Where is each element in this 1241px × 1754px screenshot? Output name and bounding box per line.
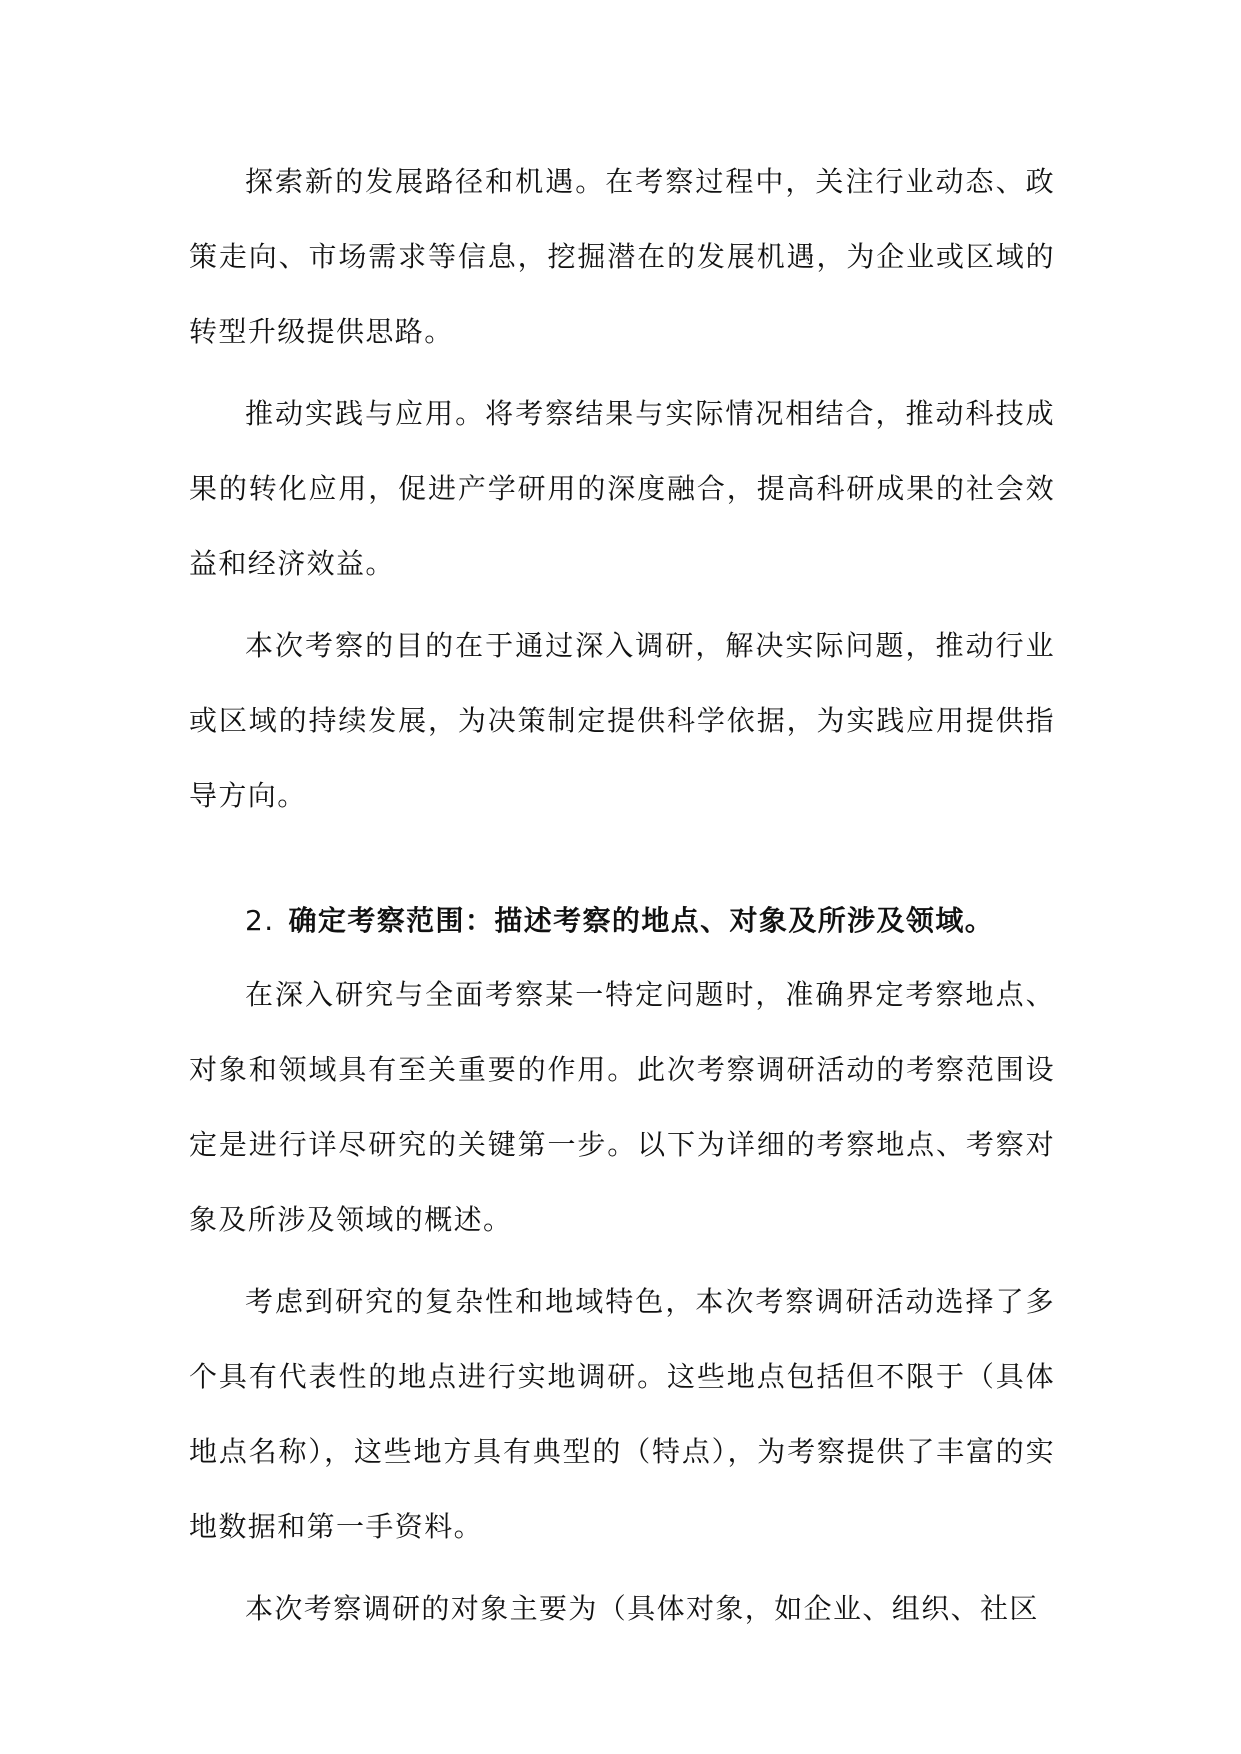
section-heading-number: 2. xyxy=(245,904,275,937)
paragraph-scope-intro: 在深入研究与全面考察某一特定问题时，准确界定考察地点、对象和领域具有至关重要的作用。此次考察调研活动的考察范围设定是进行详尽研究的关键第一步。以下为详细的考察地点、考察对象及所涉及领域的概述。 xyxy=(189,978,1055,1236)
paragraph-subjects: 本次考察调研的对象主要为（具体对象，如企业、组织、社区 xyxy=(245,1592,1039,1625)
paragraph-purpose-summary: 本次考察的目的在于通过深入调研，解决实际问题，推动行业或区域的持续发展，为决策制定提供科学依据，为实践应用提供指导方向。 xyxy=(189,629,1055,812)
paragraph-locations: 考虑到研究的复杂性和地域特色，本次考察调研活动选择了多个具有代表性的地点进行实地调研。这些地点包括但不限于（具体地点名称），这些地方具有典型的（特点），为考察提供了丰富的实地数据和第一手资料。 xyxy=(189,1285,1055,1543)
section-heading-text: 确定考察范围：描述考察的地点、对象及所涉及领域。 xyxy=(288,904,995,937)
document-body xyxy=(189,144,1055,1646)
section-heading xyxy=(189,891,1055,951)
paragraph-practice-application: 推动实践与应用。将考察结果与实际情况相结合，推动科技成果的转化应用，促进产学研用的深度融合，提高科研成果的社会效益和经济效益。 xyxy=(189,397,1055,580)
paragraph-development-opportunities: 探索新的发展路径和机遇。在考察过程中，关注行业动态、政策走向、市场需求等信息，挖掘潜在的发展机遇，为企业或区域的转型升级提供思路。 xyxy=(189,165,1055,348)
